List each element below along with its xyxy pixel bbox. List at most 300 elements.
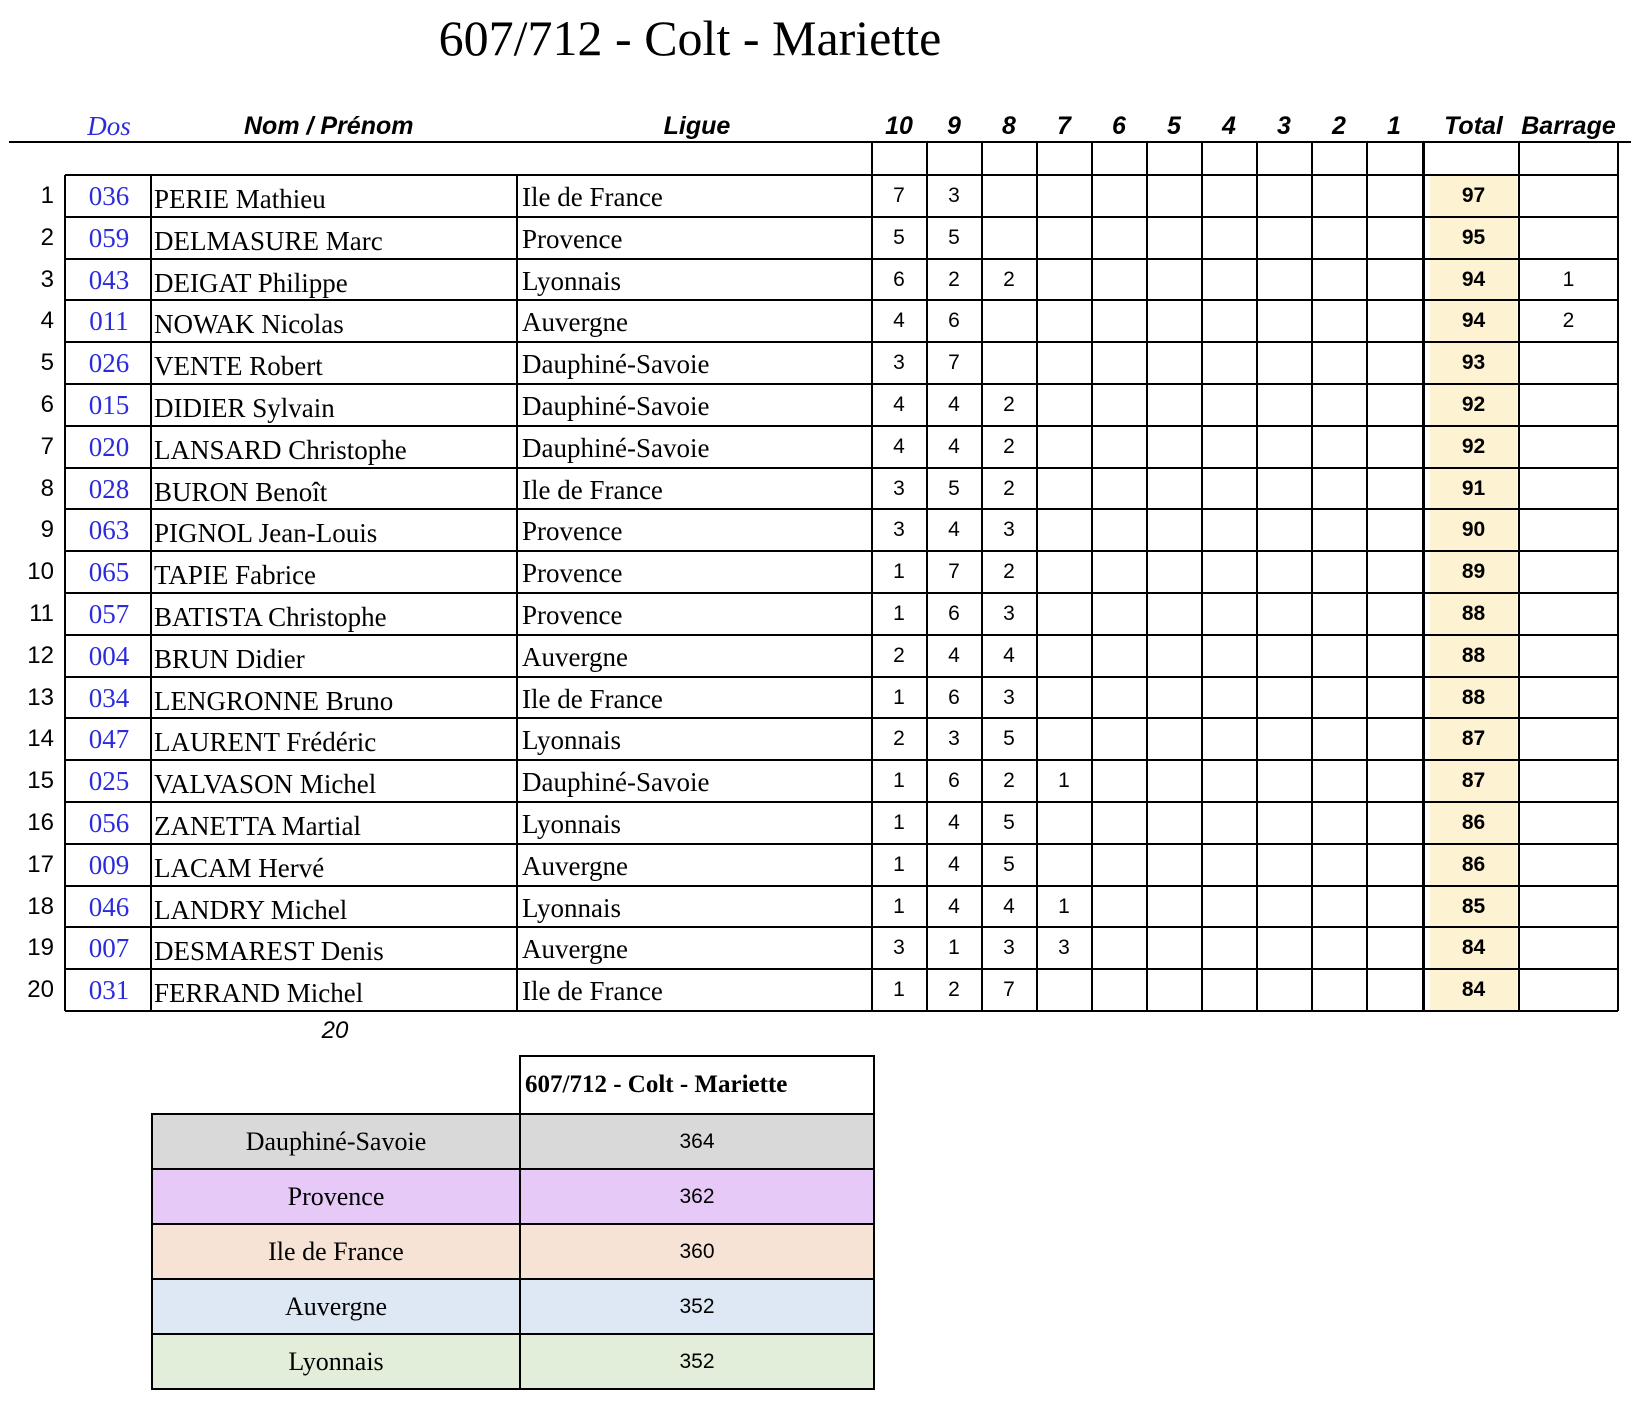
table-row (0, 426, 1642, 468)
header-ligue: Ligue (663, 112, 731, 140)
table-row (0, 217, 1642, 259)
score-cell-9: 5 (948, 477, 960, 500)
name-cell: DEIGAT Philippe (154, 268, 348, 298)
score-cell-1 (1367, 509, 1421, 551)
ligue-cell: Provence (522, 600, 623, 630)
dos-cell: 025 (88, 766, 130, 796)
score-cell-10: 1 (893, 895, 905, 918)
score-cell-7 (1037, 342, 1091, 384)
summary-ligue: Lyonnais (152, 1334, 520, 1389)
header-score-5: 5 (1167, 112, 1181, 140)
score-cell-2 (1312, 927, 1366, 969)
score-cell-6 (1092, 259, 1146, 301)
total-cell: 94 (1461, 309, 1486, 332)
rank-cell: 4 (40, 307, 54, 334)
name-cell: PERIE Mathieu (154, 184, 326, 214)
score-cell-5 (1147, 718, 1201, 760)
table-row (0, 677, 1642, 719)
score-cell-3 (1257, 593, 1311, 635)
name-cell: TAPIE Fabrice (154, 560, 317, 590)
score-cell-3 (1257, 677, 1311, 719)
barrage-cell (1519, 468, 1618, 510)
score-cell-1 (1367, 593, 1421, 635)
score-cell-2 (1312, 217, 1366, 259)
total-cell: 92 (1461, 393, 1486, 416)
score-cell-3 (1257, 802, 1311, 844)
name-cell: NOWAK Nicolas (154, 309, 344, 339)
name-cell: LAURENT Frédéric (154, 727, 377, 757)
dos-cell: 011 (89, 306, 129, 336)
score-cell-7 (1037, 300, 1091, 342)
score-cell-7 (1037, 551, 1091, 593)
table-row (0, 175, 1642, 217)
rank-cell: 6 (40, 391, 54, 418)
score-cell-10: 1 (893, 978, 905, 1001)
header-score-1: 1 (1387, 112, 1401, 140)
score-cell-7 (1037, 175, 1091, 217)
score-cell-3 (1257, 384, 1311, 426)
score-cell-1 (1367, 551, 1421, 593)
total-cell: 88 (1461, 686, 1486, 709)
ligue-cell: Lyonnais (522, 809, 621, 839)
page-title: 607/712 - Colt - Mariette (438, 10, 942, 66)
score-cell-5 (1147, 593, 1201, 635)
rank-cell: 17 (27, 851, 54, 878)
score-cell-1 (1367, 677, 1421, 719)
score-cell-2 (1312, 969, 1366, 1011)
total-cell: 88 (1461, 644, 1486, 667)
table-row (0, 468, 1642, 510)
score-cell-7 (1037, 468, 1091, 510)
score-cell-6 (1092, 217, 1146, 259)
barrage-cell (1519, 844, 1618, 886)
score-cell-3 (1257, 217, 1311, 259)
name-cell: LANSARD Christophe (154, 435, 407, 465)
barrage-cell (1519, 718, 1618, 760)
score-cell-4 (1202, 844, 1256, 886)
score-cell-2 (1312, 802, 1366, 844)
score-cell-8 (982, 175, 1036, 217)
score-cell-7 (1037, 509, 1091, 551)
summary-ligue: Auvergne (152, 1279, 520, 1334)
barrage-cell: 1 (1562, 268, 1575, 291)
total-cell: 87 (1461, 769, 1486, 792)
score-cell-9: 5 (948, 226, 960, 249)
header-score-10: 10 (885, 112, 913, 140)
table-row (0, 718, 1642, 760)
score-cell-6 (1092, 760, 1146, 802)
score-cell-4 (1202, 468, 1256, 510)
score-cell-6 (1092, 969, 1146, 1011)
name-cell: LENGRONNE Bruno (154, 686, 394, 716)
score-cell-1 (1367, 259, 1421, 301)
score-cell-9: 6 (948, 686, 960, 709)
score-cell-3 (1257, 426, 1311, 468)
total-cell: 93 (1461, 351, 1486, 374)
ligue-cell: Ile de France (522, 475, 663, 505)
header-score-4: 4 (1222, 112, 1236, 140)
score-cell-7 (1037, 259, 1091, 301)
score-cell-4 (1202, 969, 1256, 1011)
dos-cell: 028 (88, 474, 130, 504)
score-cell-2 (1312, 175, 1366, 217)
score-cell-8: 2 (1003, 560, 1015, 583)
summary-value: 364 (520, 1114, 874, 1169)
score-cell-1 (1367, 844, 1421, 886)
score-cell-10: 3 (893, 936, 905, 959)
barrage-cell (1519, 509, 1618, 551)
score-cell-2 (1312, 718, 1366, 760)
score-cell-8: 4 (1003, 895, 1015, 918)
ligue-cell: Auvergne (522, 642, 628, 672)
rank-cell: 19 (27, 934, 54, 961)
score-cell-9: 4 (948, 811, 960, 834)
name-cell: BRUN Didier (154, 644, 305, 674)
score-cell-10: 4 (893, 309, 905, 332)
ligue-cell: Provence (522, 224, 623, 254)
summary-row (152, 1334, 874, 1389)
score-cell-2 (1312, 551, 1366, 593)
rank-cell: 13 (27, 684, 54, 711)
ligue-cell: Dauphiné-Savoie (522, 767, 710, 797)
rank-cell: 7 (40, 433, 54, 460)
summary-row (152, 1114, 874, 1169)
score-cell-3 (1257, 718, 1311, 760)
dos-cell: 057 (88, 599, 130, 629)
score-cell-5 (1147, 468, 1201, 510)
name-cell: FERRAND Michel (154, 978, 364, 1008)
score-cell-5 (1147, 635, 1201, 677)
score-cell-2 (1312, 886, 1366, 928)
summary-row (152, 1224, 874, 1279)
score-cell-5 (1147, 175, 1201, 217)
score-cell-3 (1257, 844, 1311, 886)
score-cell-7: 3 (1058, 936, 1070, 959)
score-cell-10: 1 (893, 560, 905, 583)
ligue-cell: Dauphiné-Savoie (522, 433, 710, 463)
name-cell: PIGNOL Jean-Louis (154, 518, 378, 548)
table-row (0, 342, 1642, 384)
table-row (0, 259, 1642, 301)
score-cell-7 (1037, 593, 1091, 635)
ligue-cell: Ile de France (522, 976, 663, 1006)
ligue-cell: Ile de France (522, 182, 663, 212)
score-cell-3 (1257, 551, 1311, 593)
header-score-9: 9 (947, 112, 961, 140)
score-cell-1 (1367, 300, 1421, 342)
summary-value: 352 (520, 1279, 874, 1334)
header-score-3: 3 (1277, 112, 1291, 140)
dos-cell: 056 (88, 808, 130, 838)
score-cell-5 (1147, 426, 1201, 468)
ligue-cell: Auvergne (522, 851, 628, 881)
summary-ligue: Ile de France (152, 1224, 520, 1279)
score-cell-4 (1202, 509, 1256, 551)
header-nom: Nom / Prénom (244, 112, 414, 140)
summary-row (152, 1279, 874, 1334)
score-cell-6 (1092, 677, 1146, 719)
score-cell-10: 4 (893, 435, 905, 458)
score-cell-4 (1202, 760, 1256, 802)
rank-cell: 18 (27, 893, 54, 920)
score-cell-4 (1202, 802, 1256, 844)
score-cell-3 (1257, 342, 1311, 384)
table-row (0, 593, 1642, 635)
score-cell-2 (1312, 468, 1366, 510)
score-cell-6 (1092, 300, 1146, 342)
barrage-cell (1519, 342, 1618, 384)
score-cell-4 (1202, 718, 1256, 760)
dos-cell: 004 (88, 641, 130, 671)
score-cell-6 (1092, 551, 1146, 593)
dos-cell: 031 (88, 975, 130, 1005)
score-cell-1 (1367, 760, 1421, 802)
score-cell-4 (1202, 551, 1256, 593)
rank-cell: 2 (40, 224, 54, 251)
table-row (0, 384, 1642, 426)
total-cell: 95 (1461, 226, 1486, 249)
score-cell-9: 4 (948, 644, 960, 667)
score-cell-1 (1367, 969, 1421, 1011)
rank-cell: 16 (27, 809, 54, 836)
score-cell-5 (1147, 259, 1201, 301)
score-cell-5 (1147, 760, 1201, 802)
header-score-8: 8 (1002, 112, 1016, 140)
score-cell-9: 7 (948, 560, 960, 583)
score-cell-3 (1257, 886, 1311, 928)
total-cell: 85 (1461, 895, 1486, 918)
score-cell-1 (1367, 468, 1421, 510)
score-cell-8: 2 (1003, 268, 1015, 291)
ligue-cell: Ile de France (522, 684, 663, 714)
rank-cell: 9 (40, 516, 54, 543)
score-cell-7 (1037, 426, 1091, 468)
score-cell-10: 1 (893, 602, 905, 625)
total-cell: 86 (1461, 853, 1486, 876)
score-cell-5 (1147, 384, 1201, 426)
score-cell-5 (1147, 677, 1201, 719)
header-total: Total (1444, 112, 1503, 140)
score-cell-9: 2 (948, 978, 960, 1001)
score-cell-10: 5 (893, 226, 905, 249)
ligue-cell: Lyonnais (522, 266, 621, 296)
score-cell-6 (1092, 342, 1146, 384)
score-cell-4 (1202, 426, 1256, 468)
dos-cell: 026 (88, 348, 130, 378)
name-cell: VALVASON Michel (154, 769, 377, 799)
total-cell: 97 (1461, 184, 1486, 207)
total-cell: 94 (1461, 268, 1486, 291)
header-barrage: Barrage (1521, 112, 1616, 140)
score-cell-8: 5 (1003, 811, 1015, 834)
score-cell-5 (1147, 300, 1201, 342)
score-cell-10: 1 (893, 686, 905, 709)
score-cell-7 (1037, 844, 1091, 886)
total-cell: 90 (1461, 518, 1486, 541)
table-row (0, 927, 1642, 969)
table-row (0, 635, 1642, 677)
score-cell-3 (1257, 760, 1311, 802)
score-cell-8: 7 (1003, 978, 1015, 1001)
barrage-cell (1519, 635, 1618, 677)
score-cell-8: 5 (1003, 853, 1015, 876)
score-cell-9: 2 (948, 268, 960, 291)
score-cell-2 (1312, 509, 1366, 551)
score-cell-3 (1257, 300, 1311, 342)
score-cell-10: 7 (893, 184, 905, 207)
score-cell-9: 4 (948, 895, 960, 918)
score-cell-4 (1202, 677, 1256, 719)
ligue-cell: Auvergne (522, 934, 628, 964)
score-cell-7 (1037, 969, 1091, 1011)
rank-cell: 14 (27, 725, 54, 752)
header-score-2: 2 (1332, 112, 1346, 140)
barrage-cell (1519, 426, 1618, 468)
score-cell-1 (1367, 718, 1421, 760)
barrage-cell (1519, 551, 1618, 593)
rank-cell: 20 (27, 976, 54, 1003)
barrage-cell (1519, 217, 1618, 259)
score-cell-6 (1092, 509, 1146, 551)
summary-value: 362 (520, 1169, 874, 1224)
score-cell-4 (1202, 886, 1256, 928)
score-cell-4 (1202, 635, 1256, 677)
participant-count: 20 (321, 1017, 349, 1044)
score-cell-8: 3 (1003, 936, 1015, 959)
score-cell-10: 4 (893, 393, 905, 416)
score-cell-2 (1312, 844, 1366, 886)
score-cell-7: 1 (1058, 895, 1070, 918)
score-cell-10: 2 (893, 727, 905, 750)
score-cell-4 (1202, 300, 1256, 342)
name-cell: DESMAREST Denis (154, 936, 384, 966)
score-cell-4 (1202, 342, 1256, 384)
score-cell-7: 1 (1058, 769, 1070, 792)
score-cell-9: 6 (948, 309, 960, 332)
score-cell-7 (1037, 635, 1091, 677)
ligue-cell: Auvergne (522, 307, 628, 337)
table-row (0, 760, 1642, 802)
ligue-cell: Dauphiné-Savoie (522, 391, 710, 421)
score-cell-1 (1367, 426, 1421, 468)
score-cell-5 (1147, 802, 1201, 844)
score-cell-8: 3 (1003, 518, 1015, 541)
summary-value: 360 (520, 1224, 874, 1279)
score-cell-6 (1092, 384, 1146, 426)
score-cell-9: 7 (948, 351, 960, 374)
name-cell: LACAM Hervé (154, 853, 325, 883)
score-cell-9: 3 (948, 727, 960, 750)
score-cell-8 (982, 300, 1036, 342)
score-cell-7 (1037, 718, 1091, 760)
score-cell-6 (1092, 802, 1146, 844)
score-cell-5 (1147, 927, 1201, 969)
header-dos: Dos (87, 111, 131, 141)
barrage-cell (1519, 175, 1618, 217)
rank-cell: 12 (27, 642, 54, 669)
score-cell-8: 3 (1003, 686, 1015, 709)
score-cell-6 (1092, 593, 1146, 635)
name-cell: VENTE Robert (154, 351, 323, 381)
score-cell-5 (1147, 844, 1201, 886)
summary-value: 352 (520, 1334, 874, 1389)
ligue-cell: Lyonnais (522, 725, 621, 755)
score-cell-5 (1147, 342, 1201, 384)
barrage-cell (1519, 760, 1618, 802)
rank-cell: 10 (27, 558, 54, 585)
score-cell-9: 4 (948, 853, 960, 876)
score-cell-7 (1037, 217, 1091, 259)
name-cell: BURON Benoît (154, 477, 328, 507)
score-cell-9: 6 (948, 769, 960, 792)
score-cell-5 (1147, 551, 1201, 593)
name-cell: DELMASURE Marc (154, 226, 383, 256)
score-cell-9: 6 (948, 602, 960, 625)
score-cell-1 (1367, 217, 1421, 259)
dos-cell: 059 (88, 223, 130, 253)
score-cell-4 (1202, 259, 1256, 301)
score-cell-2 (1312, 259, 1366, 301)
score-cell-6 (1092, 844, 1146, 886)
table-row (0, 886, 1642, 928)
name-cell: ZANETTA Martial (154, 811, 362, 841)
dos-cell: 036 (88, 181, 130, 211)
score-cell-2 (1312, 426, 1366, 468)
score-cell-8: 3 (1003, 602, 1015, 625)
dos-cell: 063 (88, 515, 130, 545)
barrage-cell (1519, 927, 1618, 969)
header-score-7: 7 (1057, 112, 1071, 140)
total-cell: 86 (1461, 811, 1486, 834)
barrage-cell (1519, 677, 1618, 719)
score-cell-5 (1147, 886, 1201, 928)
table-row (0, 509, 1642, 551)
score-cell-8: 5 (1003, 727, 1015, 750)
summary-ligue: Provence (152, 1169, 520, 1224)
score-cell-9: 3 (948, 184, 960, 207)
dos-cell: 043 (88, 265, 130, 295)
score-cell-6 (1092, 175, 1146, 217)
ligue-cell: Dauphiné-Savoie (522, 349, 710, 379)
rank-cell: 8 (40, 475, 54, 502)
table-row (0, 969, 1642, 1011)
score-cell-3 (1257, 468, 1311, 510)
barrage-cell (1519, 969, 1618, 1011)
table-row (0, 844, 1642, 886)
score-cell-9: 4 (948, 435, 960, 458)
name-cell: DIDIER Sylvain (154, 393, 335, 423)
table-row (0, 802, 1642, 844)
score-cell-1 (1367, 635, 1421, 677)
score-cell-1 (1367, 802, 1421, 844)
score-cell-1 (1367, 886, 1421, 928)
score-cell-9: 1 (948, 936, 960, 959)
dos-cell: 009 (88, 850, 130, 880)
score-cell-8: 2 (1003, 393, 1015, 416)
score-cell-3 (1257, 635, 1311, 677)
barrage-cell (1519, 886, 1618, 928)
score-cell-4 (1202, 384, 1256, 426)
ligue-cell: Provence (522, 516, 623, 546)
score-cell-9: 4 (948, 518, 960, 541)
score-cell-2 (1312, 342, 1366, 384)
score-cell-5 (1147, 217, 1201, 259)
dos-cell: 047 (88, 724, 130, 754)
score-cell-1 (1367, 175, 1421, 217)
dos-cell: 034 (88, 683, 130, 713)
score-cell-8: 2 (1003, 435, 1015, 458)
score-cell-10: 1 (893, 853, 905, 876)
